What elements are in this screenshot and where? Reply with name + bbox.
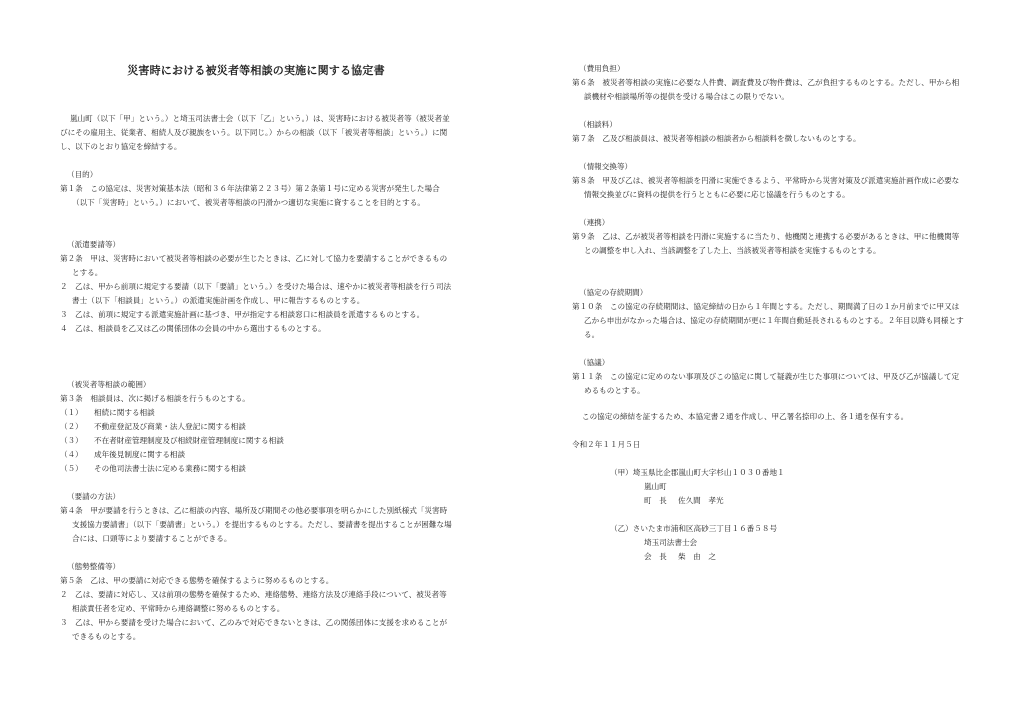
article-2-item-4: ４ 乙は、相談員を乙又は乙の関係団体の会員の中から選出するものとする。 [60, 324, 326, 333]
party-a-signatory [644, 494, 964, 508]
article-7 [572, 118, 964, 146]
article-11-heading: （協議） [579, 358, 610, 367]
item-text: 不在者財産管理制度及び相続財産管理制度に関する相談 [94, 436, 284, 445]
article-2-heading: （派遣要請等） [67, 240, 121, 249]
article-3-item [60, 406, 452, 420]
article-7-heading: （相談料） [579, 120, 617, 129]
article-3-text: 第３条 相談員は、次に掲げる相談を行うものとする。 [60, 394, 250, 403]
article-5-item-3: ３ 乙は、甲から要請を受けた場合において、乙のみで対応できないときは、乙の関係団体に支援を求めることができるものとする。 [60, 618, 448, 641]
item-text: 不動産登記及び商業・法人登記に関する相談 [94, 422, 246, 431]
article-10-text: 第１０条 この協定の存続期間は、協定締結の日から１年間とする。ただし、期間満了日の１か月前までに甲又は乙から申出がなかった場合は、協定の存続期間が更に１年間自動延長されるものとする。２年目以降も同様とする。 [572, 302, 964, 339]
party-a-name: 嵐山町 [644, 482, 667, 491]
article-9 [572, 216, 964, 258]
article-11-text: 第１１条 この協定に定めのない事項及びこの協定に関して疑義が生じた事項については、甲及び乙が協議して定めるものとする。 [572, 372, 960, 395]
article-3-heading: （被災者等相談の範囲） [67, 380, 151, 389]
party-b-title: 会 長 [644, 552, 667, 561]
document-title: 災害時における被災者等相談の実施に関する協定書 [127, 64, 385, 77]
article-6-heading: （費用負担） [579, 64, 625, 73]
article-11 [572, 356, 964, 398]
item-text: その他司法書士法に定める業務に関する相談 [94, 464, 246, 473]
article-9-text: 第９条 乙は、乙が被災者等相談を円滑に実施するに当たり、他機関と連携する必要があるときは、甲に他機関等との調整を申し入れ、当該調整を了した上、当該被災者等相談を実施するものとする。 [572, 232, 960, 255]
party-a-title: 町 長 [644, 496, 667, 505]
item-text: 相続に関する相談 [94, 408, 155, 417]
party-b-name: 埼玉司法書士会 [644, 538, 698, 547]
item-number: （４） [60, 450, 83, 459]
article-1-text: 第１条 この協定は、災害対策基本法（昭和３６年法律第２２３号）第２条第１号に定める災害が発生した場合（以下「災害時」という。）において、被災者等相談の円滑かつ適切な実施に資することを目的とする。 [60, 184, 440, 207]
article-6-text: 第６条 被災者等相談の実施に必要な人件費、調査費及び物件費は、乙が負担するものとする。ただし、甲から相談機材や相談場所等の提供を受ける場合はこの限りでない。 [572, 78, 960, 101]
item-number: （１） [60, 408, 83, 417]
article-7-text: 第７条 乙及び相談員は、被災者等相談の相談者から相談料を徴しないものとする。 [572, 134, 861, 143]
article-3 [60, 378, 452, 476]
article-4 [60, 490, 452, 546]
article-8-text: 第８条 甲及び乙は、被災者等相談を円滑に実施できるよう、平常時から災害対策及び派遣実施計画作成に必要な情報交換並びに資料の提供を行うとともに必要に応じ協議を行うものとする。 [572, 176, 960, 199]
party-b [572, 522, 964, 564]
article-4-text: 第４条 甲が要請を行うときは、乙に相談の内容、場所及び期間その他必要事項を明らかにした別紙様式「災害時支援協力要請書」（以下「要請書」という。）を提出するものとする。ただし、要請書を提出することが困難な場合には、口頭等により要請することができる。 [60, 506, 452, 543]
item-number: （３） [60, 436, 83, 445]
item-number: （２） [60, 422, 83, 431]
item-number: （５） [60, 464, 83, 473]
preamble: 嵐山町（以下「甲」という。）と埼玉司法書士会（以下「乙」という。）は、災害時における被災者等（被災者並びにその雇用主、従業者、相続人及び親族をいう。以下同じ。）からの相談（以下「被災者等相談」という。）に関し、以下のとおり協定を締結する。 [60, 114, 450, 151]
party-a-person: 佐久間 孝光 [678, 496, 724, 505]
article-2-item-3: ３ 乙は、前項に規定する派遣実施計画に基づき、甲が指定する相談窓口に相談員を派遣するものとする。 [60, 310, 425, 319]
article-4-heading: （要請の方法） [67, 492, 121, 501]
article-9-heading: （連携） [579, 218, 610, 227]
agreement-date: 令和２年１１月５日 [572, 440, 641, 449]
article-3-item [60, 434, 452, 448]
article-3-item [60, 462, 452, 476]
article-1-heading: （目的） [67, 170, 98, 179]
article-8-heading: （情報交換等） [579, 162, 633, 171]
article-1 [60, 168, 452, 210]
article-10 [572, 286, 964, 342]
article-3-item [60, 448, 452, 462]
article-5-item-2: ２ 乙は、要請に対応し、又は前項の態勢を確保するため、連絡態勢、連絡方法及び連絡手段について、被災者等相談責任者を定め、平常時から連絡調整に努めるものとする。 [60, 590, 447, 613]
article-6 [572, 62, 964, 104]
article-5-text: 第５条 乙は、甲の要請に対応できる態勢を確保するように努めるものとする。 [60, 576, 334, 585]
article-10-heading: （協定の存続期間） [579, 288, 648, 297]
party-a [572, 466, 964, 508]
article-8 [572, 160, 964, 202]
article-2-item-2: ２ 乙は、甲から前項に規定する要請（以下「要請」という。）を受けた場合は、速やかに被災者等相談を行う司法書士（以下「相談員」という。）の派遣実施計画を作成し、甲に報告するものとする。 [60, 282, 452, 305]
item-text: 成年後見制度に関する相談 [94, 450, 186, 459]
party-b-person: 柴 由 之 [678, 552, 716, 561]
party-b-address: （乙）さいたま市浦和区高砂三丁目１６番５８号 [610, 524, 778, 533]
article-2-text: 第２条 甲は、災害時において被災者等相談の必要が生じたときは、乙に対して協力を要請することができるものとする。 [60, 254, 448, 277]
article-5 [60, 560, 452, 644]
article-5-heading: （態勢整備等） [67, 562, 121, 571]
party-b-signatory [644, 550, 964, 564]
article-2 [60, 238, 452, 336]
party-a-address: （甲）埼玉県比企郡嵐山町大字杉山１０３０番地１ [610, 468, 785, 477]
closing-statement: この協定の締結を証するため、本協定書２通を作成し、甲乙署名捺印の上、各１通を保有する。 [582, 412, 909, 421]
article-3-item [60, 420, 452, 434]
